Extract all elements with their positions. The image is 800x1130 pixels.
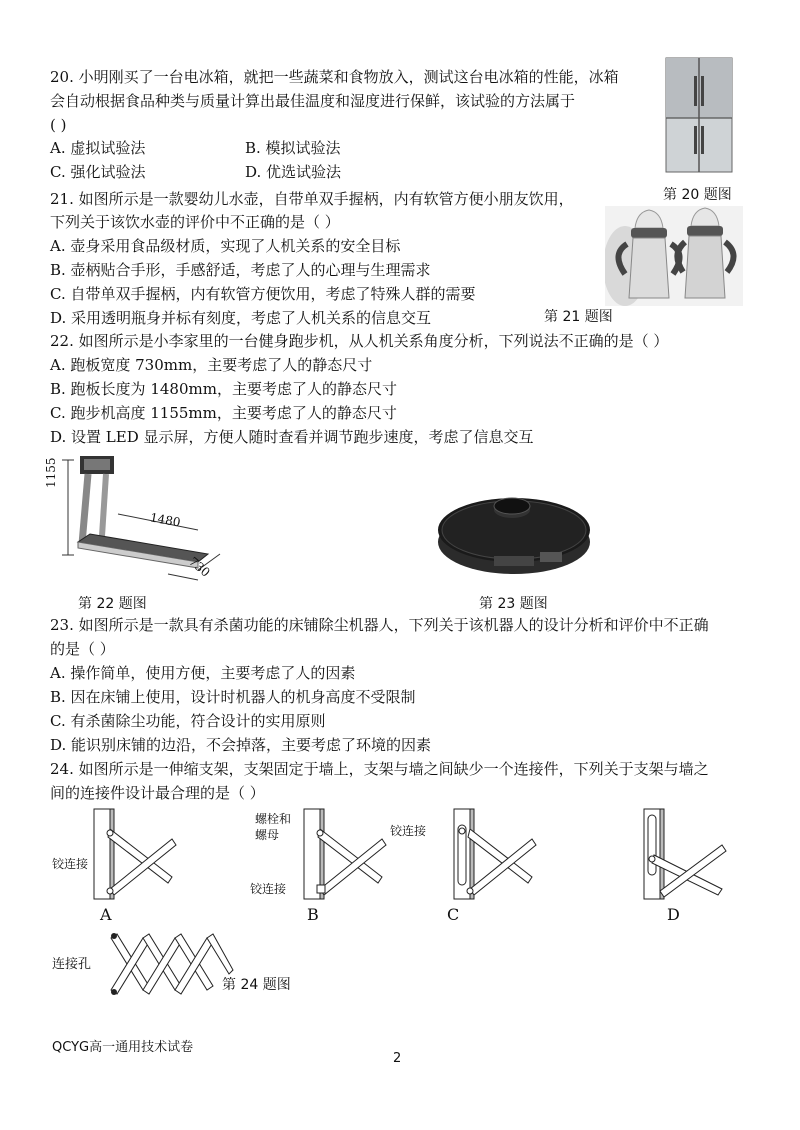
q24-line-2: 间的连接件设计最合理的是（ ）: [50, 784, 265, 802]
option-c-letter: C: [447, 905, 460, 924]
figure-21-caption: 第 21 题图: [544, 309, 613, 325]
q22-option-d: D. 设置 LED 显示屏，方便人随时查看并调节跑步速度，考虑了信息交互: [50, 428, 534, 446]
option-b-bolt-label-1: 螺栓和: [255, 812, 292, 826]
q20-option-c: C. 强化试验法: [50, 163, 146, 181]
bracket-option-b-figure: [290, 805, 400, 905]
option-c-hinge-label: 铰连接: [390, 824, 427, 838]
exam-footer-title: QCYG高一通用技术试卷: [52, 1040, 194, 1055]
q21-option-d: D. 采用透明瓶身并标有刻度，考虑了人机关系的信息交互: [50, 309, 432, 327]
q20-line-3: ( ): [50, 116, 67, 134]
treadmill-width-label: 730: [186, 554, 213, 580]
robot-vacuum-figure: [434, 480, 594, 588]
option-a-hinge-label: 铰连接: [52, 857, 89, 871]
q23-option-a: A. 操作简单，使用方便，主要考虑了人的因素: [50, 664, 356, 682]
option-b-hinge-label: 铰连接: [250, 882, 287, 896]
q23-line-1: 23. 如图所示是一款具有杀菌功能的床铺除尘机器人，下列关于该机器人的设计分析和评价中不正确: [50, 616, 709, 634]
q23-option-c: C. 有杀菌除尘功能，符合设计的实用原则: [50, 712, 326, 730]
baby-bottle-figure: [605, 206, 743, 306]
bracket-option-c-figure: [440, 805, 550, 905]
figure-24-caption: 第 24 题图: [222, 977, 291, 993]
q22-option-c: C. 跑步机高度 1155mm，主要考虑了人的静态尺寸: [50, 404, 397, 422]
q22-line-1: 22. 如图所示是小李家里的一台健身跑步机，从人机关系角度分析，下列说法不正确的是（ ）: [50, 332, 669, 350]
q22-option-a: A. 跑板宽度 730mm，主要考虑了人的静态尺寸: [50, 356, 373, 374]
q24-line-1: 24. 如图所示是一伸缩支架，支架固定于墙上，支架与墙之间缺少一个连接件，下列关于支架与墙之: [50, 760, 709, 778]
fridge-figure: [664, 56, 736, 176]
q21-line-1: 21. 如图所示是一款婴幼儿水壶，自带单双手握柄，内有软管方便小朋友饮用，: [50, 190, 574, 208]
q21-line-2: 下列关于该饮水壶的评价中不正确的是（ ）: [50, 213, 340, 231]
connection-hole-label: 连接孔: [52, 957, 92, 972]
q21-option-a: A. 壶身采用食品级材质，实现了人机关系的安全目标: [50, 237, 401, 255]
q20-option-a: A. 虚拟试验法: [50, 139, 146, 157]
option-a-letter: A: [100, 905, 112, 924]
option-b-letter: B: [307, 905, 319, 924]
q23-option-d: D. 能识别床铺的边沿，不会掉落，主要考虑了环境的因素: [50, 736, 432, 754]
q22-option-b: B. 跑板长度为 1480mm，主要考虑了人的静态尺寸: [50, 380, 397, 398]
figure-20-caption: 第 20 题图: [663, 187, 732, 203]
option-d-letter: D: [667, 905, 680, 924]
q23-option-b: B. 因在床铺上使用，设计时机器人的机身高度不受限制: [50, 688, 416, 706]
q20-line-1: 20. 小明刚买了一台电冰箱，就把一些蔬菜和食物放入，测试这台电冰箱的性能，冰箱: [50, 68, 619, 86]
q20-line-2: 会自动根据食品种类与质量计算出最佳温度和湿度进行保鲜，该试验的方法属于: [50, 92, 576, 110]
q21-option-c: C. 自带单双手握柄，内有软管方便饮用，考虑了特殊人群的需要: [50, 285, 476, 303]
treadmill-length-label: 1480: [149, 510, 182, 530]
bracket-option-d-figure: [630, 805, 740, 905]
q20-option-b: B. 模拟试验法: [245, 139, 341, 157]
treadmill-height-label: 1155: [44, 457, 58, 488]
q20-option-d: D. 优选试验法: [245, 163, 342, 181]
q21-option-b: B. 壶柄贴合手形，手感舒适，考虑了人的心理与生理需求: [50, 261, 431, 279]
figure-22-caption: 第 22 题图: [78, 596, 147, 612]
page-number: 2: [393, 1051, 402, 1066]
q23-line-2: 的是（ ）: [50, 640, 115, 658]
figure-23-caption: 第 23 题图: [479, 596, 548, 612]
bracket-option-a-figure: [80, 805, 190, 905]
scissor-linkage-figure: [105, 928, 235, 1000]
option-b-bolt-label-2: 螺母: [255, 828, 280, 842]
